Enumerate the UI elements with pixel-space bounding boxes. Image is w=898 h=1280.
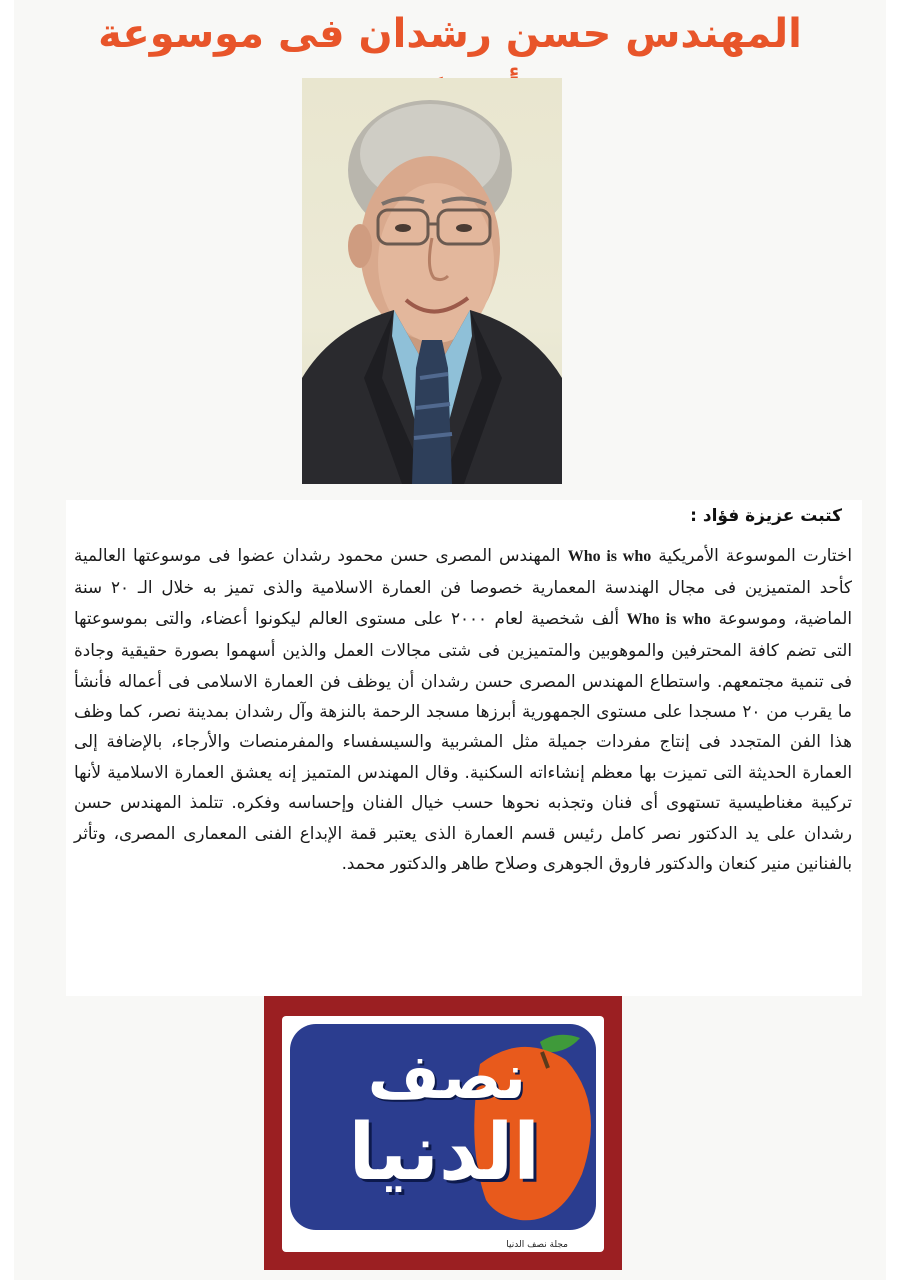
logo-background [290,1024,596,1230]
portrait-illustration [302,78,562,484]
article-body [74,540,852,990]
article-text-part: اختارت الموسوعة الأمريكية [651,545,853,565]
portrait-photo [302,78,562,484]
magazine-logo [264,996,622,1270]
page-margin-left [0,0,14,1280]
logo-caption: مجلة نصف الدنيا [506,1240,568,1250]
logo-word-second: الدنيا [348,1108,540,1198]
latin-title: Who is who [626,610,712,628]
article [66,500,862,996]
page-margin-right [886,0,898,1280]
byline: كتبت عزيزة فؤاد : [690,506,842,526]
logo-inner-frame [282,1016,604,1252]
article-text-part: المهندس المصرى حسن محمود رشدان عضوا فى موسوعتها العالمية كأحد المتميزين فى مجال الهندسة المعمارية خصوصا فن العمارة الاسلامية والذى تميز به خلال الـ ٢٠ سنة الماضية، وموسوعة [74,545,852,628]
logo-word-first: نصف [367,1040,526,1113]
latin-title: Who is who [567,548,652,565]
article-text-part: ألف شخصية لعام ٢٠٠٠ على مستوى العالم ليكونوا أعضاء، والتى بموسوعتها التى تضم كافة المحترفين والموهوبين والمتميزين فى شتى مجالات العمل والذين أسهموا بصورة حقيقية وجادة فى تنمية مجتمعهم. واستطاع المهندس المصرى حسن رشدان أن يوظف فن العمارة الاسلامى فى أعماله فأنشأ ما يقرب من ٢٠ مسجدا على مستوى الجمهورية أبرزها مسجد الرحمة بالنزهة وآل رشدان بمدينة نصر، كما وظف هذا الفن المتجدد فى إنتاج مفردات جميلة مثل المشربية والسيسفساء والمفرمنصات والأرجاء، بالإضافة إلى العمارة الحديثة التى تميزت بها معظم إنشاءاته السكنية. وقال المهندس المتميز إنه يعشق العمارة الاسلامية لأنها تركيبة مغناطيسية تستهوى أى فنان وتجذبه نحوها حسب خيال الفنان وإحساسه وفكره. تتلمذ المهندس حسن رشدان على يد الدكتور نصر كامل رئيس قسم العمارة الذى يعتبر قمة الإبداع الفنى المعمارى المصرى، وتأثر بالفنانين منير كنعان والدكتور فاروق الجوهرى وصلاح طاهر والدكتور محمد. [74,607,852,874]
headline: المهندس حسن رشدان فى موسوعة [98,11,802,57]
